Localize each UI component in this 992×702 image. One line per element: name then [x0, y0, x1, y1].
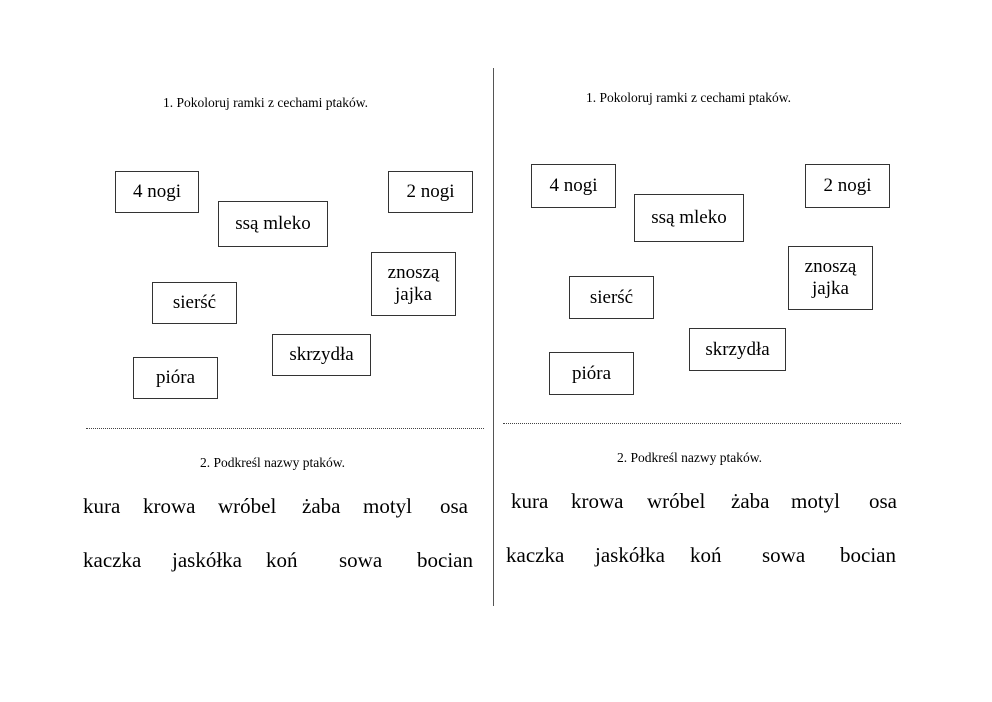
word-item[interactable]: motyl: [791, 489, 841, 513]
task1-title: 1. Pokoloruj ramki z cechami ptaków.: [163, 95, 368, 110]
dotted-line: [86, 428, 484, 429]
word-item[interactable]: koń: [266, 548, 298, 572]
box-eggs[interactable]: znoszą jajka: [371, 252, 456, 316]
word-item[interactable]: sowa: [762, 543, 806, 567]
word-item[interactable]: kaczka: [506, 543, 565, 567]
box-feathers[interactable]: pióra: [549, 352, 634, 395]
box-milk[interactable]: ssą mleko: [634, 194, 744, 242]
word-item[interactable]: bocian: [417, 548, 473, 572]
word-row-2: [0, 548, 493, 574]
box-two-legs[interactable]: 2 nogi: [388, 171, 473, 213]
word-item[interactable]: krowa: [571, 489, 624, 513]
word-row-2: [494, 543, 992, 569]
word-item[interactable]: kura: [83, 494, 121, 518]
word-item[interactable]: jaskółka: [172, 548, 242, 572]
worksheet-left: [0, 0, 493, 702]
task2-title: 2. Podkreśl nazwy ptaków.: [200, 455, 345, 470]
word-row-1: [0, 494, 493, 520]
word-item[interactable]: bocian: [840, 543, 896, 567]
box-two-legs[interactable]: 2 nogi: [805, 164, 890, 208]
box-four-legs[interactable]: 4 nogi: [531, 164, 616, 208]
word-item[interactable]: żaba: [731, 489, 770, 513]
word-item[interactable]: wróbel: [218, 494, 277, 518]
word-item[interactable]: żaba: [302, 494, 341, 518]
box-four-legs[interactable]: 4 nogi: [115, 171, 199, 213]
box-fur[interactable]: sierść: [569, 276, 654, 319]
dotted-line: [503, 423, 901, 424]
word-item[interactable]: wróbel: [647, 489, 706, 513]
word-item[interactable]: kura: [511, 489, 549, 513]
worksheet-right: [494, 0, 992, 702]
task2-title: 2. Podkreśl nazwy ptaków.: [617, 450, 762, 465]
box-wings[interactable]: skrzydła: [689, 328, 786, 371]
box-eggs[interactable]: znoszą jajka: [788, 246, 873, 310]
word-item[interactable]: osa: [440, 494, 468, 518]
word-item[interactable]: jaskółka: [595, 543, 665, 567]
word-item[interactable]: koń: [690, 543, 722, 567]
box-wings[interactable]: skrzydła: [272, 334, 371, 376]
box-feathers[interactable]: pióra: [133, 357, 218, 399]
box-milk[interactable]: ssą mleko: [218, 201, 328, 247]
word-item[interactable]: motyl: [363, 494, 413, 518]
word-row-1: [494, 489, 992, 515]
task1-title: 1. Pokoloruj ramki z cechami ptaków.: [586, 90, 791, 105]
word-item[interactable]: krowa: [143, 494, 196, 518]
box-fur[interactable]: sierść: [152, 282, 237, 324]
word-item[interactable]: sowa: [339, 548, 383, 572]
word-item[interactable]: kaczka: [83, 548, 142, 572]
word-item[interactable]: osa: [869, 489, 897, 513]
